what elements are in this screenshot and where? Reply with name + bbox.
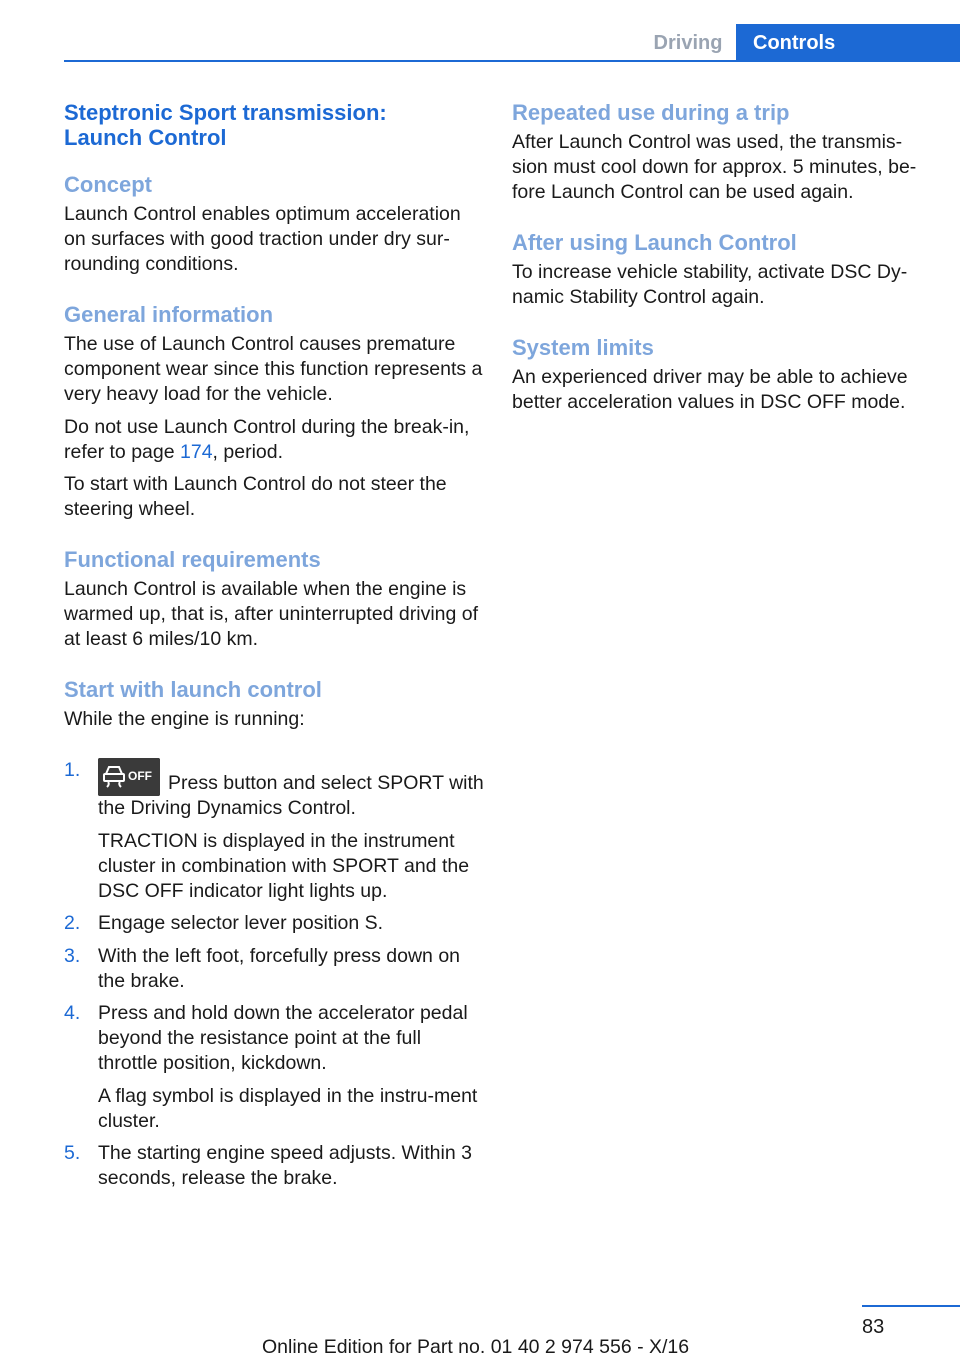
page-title-line2: Launch Control	[64, 125, 227, 150]
start-intro: While the engine is running:	[64, 708, 305, 730]
after-heading: After using Launch Control	[512, 230, 797, 255]
general-p2	[64, 415, 484, 465]
step-number: 5.	[64, 1142, 81, 1164]
step-3	[64, 944, 484, 994]
limits-heading: System limits	[512, 335, 654, 360]
svg-text:OFF: OFF	[128, 769, 152, 783]
page-number: 83	[862, 1316, 885, 1338]
step-text: With the left foot, forcefully press down on the brake.	[98, 944, 461, 992]
section-repeated-use	[512, 100, 932, 205]
step-number: 1.	[64, 759, 81, 781]
general-p1: The use of Launch Control causes premature component wear since this function represents a very heavy load for the vehicle.	[64, 333, 483, 405]
section-concept	[64, 172, 484, 277]
section-system-limits	[512, 335, 932, 415]
step-number: 4.	[64, 1002, 81, 1024]
general-p2-before: Do not use Launch Control during the break-in, refer to page	[64, 415, 470, 463]
step-note: TRACTION is displayed in the instrument cluster in combination with SPORT and the DSC OFF indicator light lights up.	[98, 829, 470, 902]
functional-text: Launch Control is available when the engine is warmed up, that is, after uninterrupted driving of at least 6 miles/10 km.	[64, 578, 479, 650]
header-rule	[64, 60, 960, 62]
step-note: A flag symbol is displayed in the instru-ment cluster.	[98, 1084, 478, 1132]
general-heading: General information	[64, 302, 274, 327]
general-p2-after: , period.	[212, 440, 284, 463]
edition-info: Online Edition for Part no. 01 40 2 974 556 - X/16	[262, 1336, 690, 1358]
steps-list	[64, 758, 484, 1191]
step-1-text: Press button and select SPORT with the Driving Dynamics Control.	[98, 772, 484, 819]
page-reference-link[interactable]: 174	[180, 440, 213, 463]
header-tab-driving[interactable]: Driving	[653, 31, 723, 54]
step-4	[64, 1001, 484, 1134]
step-text: Press and hold down the accelerator pedal beyond the resistance point at the full throttle position, kickdown.	[98, 1002, 468, 1074]
concept-heading: Concept	[64, 172, 152, 197]
header-tab-controls[interactable]: Controls	[736, 24, 960, 62]
step-2	[64, 911, 484, 936]
left-column	[64, 100, 484, 1216]
section-start-launch-control	[64, 677, 484, 1191]
footer-rule	[862, 1305, 960, 1307]
page-title-line1: Steptronic Sport transmission:	[64, 100, 387, 125]
step-text: Engage selector lever position S.	[98, 912, 384, 934]
step-1	[64, 758, 484, 904]
step-number: 3.	[64, 944, 81, 967]
after-text: To increase vehicle stability, activate DSC Dy-namic Stability Control again.	[512, 261, 908, 308]
repeated-heading: Repeated use during a trip	[512, 100, 790, 125]
step-5	[64, 1141, 484, 1191]
step-text	[98, 758, 484, 821]
repeated-text: After Launch Control was used, the transmis-sion must cool down for approx. 5 minutes, be-fore Launch Control can be used again.	[512, 131, 917, 203]
step-text: The starting engine speed adjusts. Within 3 seconds, release the brake.	[98, 1142, 472, 1189]
start-heading: Start with launch control	[64, 677, 322, 702]
general-p3: To start with Launch Control do not steer the steering wheel.	[64, 473, 447, 520]
step-number: 2.	[64, 912, 81, 934]
page-title	[64, 100, 484, 150]
section-functional-requirements	[64, 547, 484, 652]
right-column	[512, 100, 932, 440]
functional-heading: Functional requirements	[64, 547, 321, 572]
section-general-information	[64, 302, 484, 522]
section-after-using	[512, 230, 932, 310]
concept-text: Launch Control enables optimum acceleration on surfaces with good traction under dry sur-rounding conditions.	[64, 203, 461, 275]
limits-text: An experienced driver may be able to achieve better acceleration values in DSC OFF mode.	[512, 366, 908, 413]
dsc-off-button-icon	[98, 758, 160, 796]
